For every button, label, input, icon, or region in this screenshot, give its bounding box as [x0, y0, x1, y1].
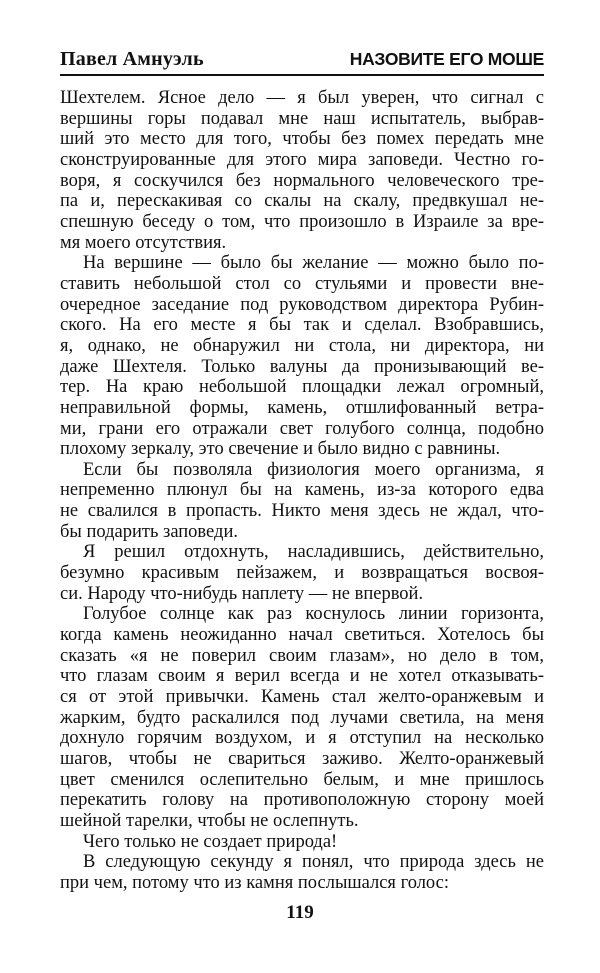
text-line: ского. На его месте я бы так и сделал. Взобравшись,: [60, 315, 544, 336]
text-line: жарким, будто раскалился под лучами светила, на меня: [60, 707, 544, 728]
paragraph: [60, 832, 544, 853]
paragraph: [60, 852, 544, 893]
text-line: даже Шехтеля. Только валуны да пронизывающий ве-: [60, 356, 544, 377]
text-line: перекатить голову на противоположную сторону моей: [60, 790, 544, 811]
text-line: когда камень неожиданно начал светиться. Хотелось бы: [60, 625, 544, 646]
page-number: 119: [286, 902, 314, 923]
text-line: бы подарить заповеди.: [60, 521, 238, 542]
text-line: ми, грани его отражали свет голубого солнца, подобно: [60, 418, 544, 439]
text-line: при чем, потому что из камня послышался голос:: [60, 872, 449, 893]
text-line: шагов, чтобы не свариться заживо. Желто-оранжевый: [60, 749, 544, 769]
text-line: не свалился в пропасть. Никто меня здесь не ждал, что-: [60, 501, 544, 522]
text-line: Шехтелем. Ясное дело — я был уверен, что сигнал с: [60, 88, 544, 108]
text-line: сказать «я не поверил своим глазам», но дело в том,: [60, 645, 544, 666]
text-line: На вершине — было бы желание — можно было по-: [83, 253, 544, 274]
text-line: мя моего отсутствия.: [60, 232, 227, 253]
text-line: па и, перескакивая со скалы на скалу, предвкушал не-: [60, 191, 544, 212]
text-line: В следующую секунду я понял, что природа здесь не: [83, 852, 544, 873]
text-line: ся от этой привычки. Камень стал желто-оранжевым и: [60, 687, 544, 708]
text-line: си. Народу что-нибудь наплету — не впервой.: [60, 583, 424, 604]
paragraph: [60, 253, 544, 460]
page-body-text: [60, 88, 544, 894]
text-line: ставить небольшой стол со стульями и провести вне-: [60, 273, 544, 294]
text-line: очередное заседание под руководством директора Рубин-: [60, 294, 544, 315]
text-line: Чего только не создает природа!: [83, 831, 338, 852]
header-book-title: НАЗОВИТЕ ЕГО МОШЕ: [349, 49, 544, 69]
text-line: цвет сменился ослепительно белым, и мне пришлось: [60, 769, 544, 790]
paragraph: [60, 88, 544, 253]
text-line: дохнуло горячим воздухом, и я отступил на несколько: [60, 728, 544, 749]
paragraph: [60, 460, 544, 543]
text-line: непременно плюнул бы на камень, из-за которого едва: [60, 480, 544, 501]
text-line: неправильной формы, камень, отшлифованный ветра-: [60, 397, 544, 418]
header-author: Павел Амнуэль: [60, 48, 204, 70]
text-line: плохому зеркалу, это свечение и было видно с равнины.: [60, 439, 501, 460]
text-line: сконструированные для этого мира заповеди. Честно го-: [60, 149, 544, 170]
text-line: ший это место для того, чтобы без помех передать мне: [60, 129, 544, 150]
text-line: вершины горы подавал мне наш испытатель, выбрав-: [60, 108, 544, 129]
text-line: я, однако, не обнаружил ни стола, ни директора, ни: [60, 335, 544, 356]
text-line: тер. На краю небольшой площадки лежал огромный,: [60, 377, 544, 398]
paragraph: [60, 604, 544, 831]
text-line: спешную беседу о том, что произошло в Израиле за вре-: [60, 211, 544, 232]
running-header: [60, 48, 544, 76]
text-line: Я решил отдохнуть, насладившись, действительно,: [83, 542, 544, 563]
text-line: шейной тарелки, чтобы не ослепнуть.: [60, 810, 359, 831]
text-line: Если бы позволяла физиология моего организма, я: [83, 459, 544, 480]
text-line: воря, я соскучился без нормального человеческого тре-: [60, 170, 544, 191]
text-line: безумно красивым пейзажем, и возвращаться восвоя-: [60, 563, 544, 584]
paragraph: [60, 542, 544, 604]
text-line: что глазам своим я верил всегда и не хотел отказывать-: [60, 666, 544, 687]
text-line: Голубое солнце как раз коснулось линии горизонта,: [83, 604, 544, 625]
